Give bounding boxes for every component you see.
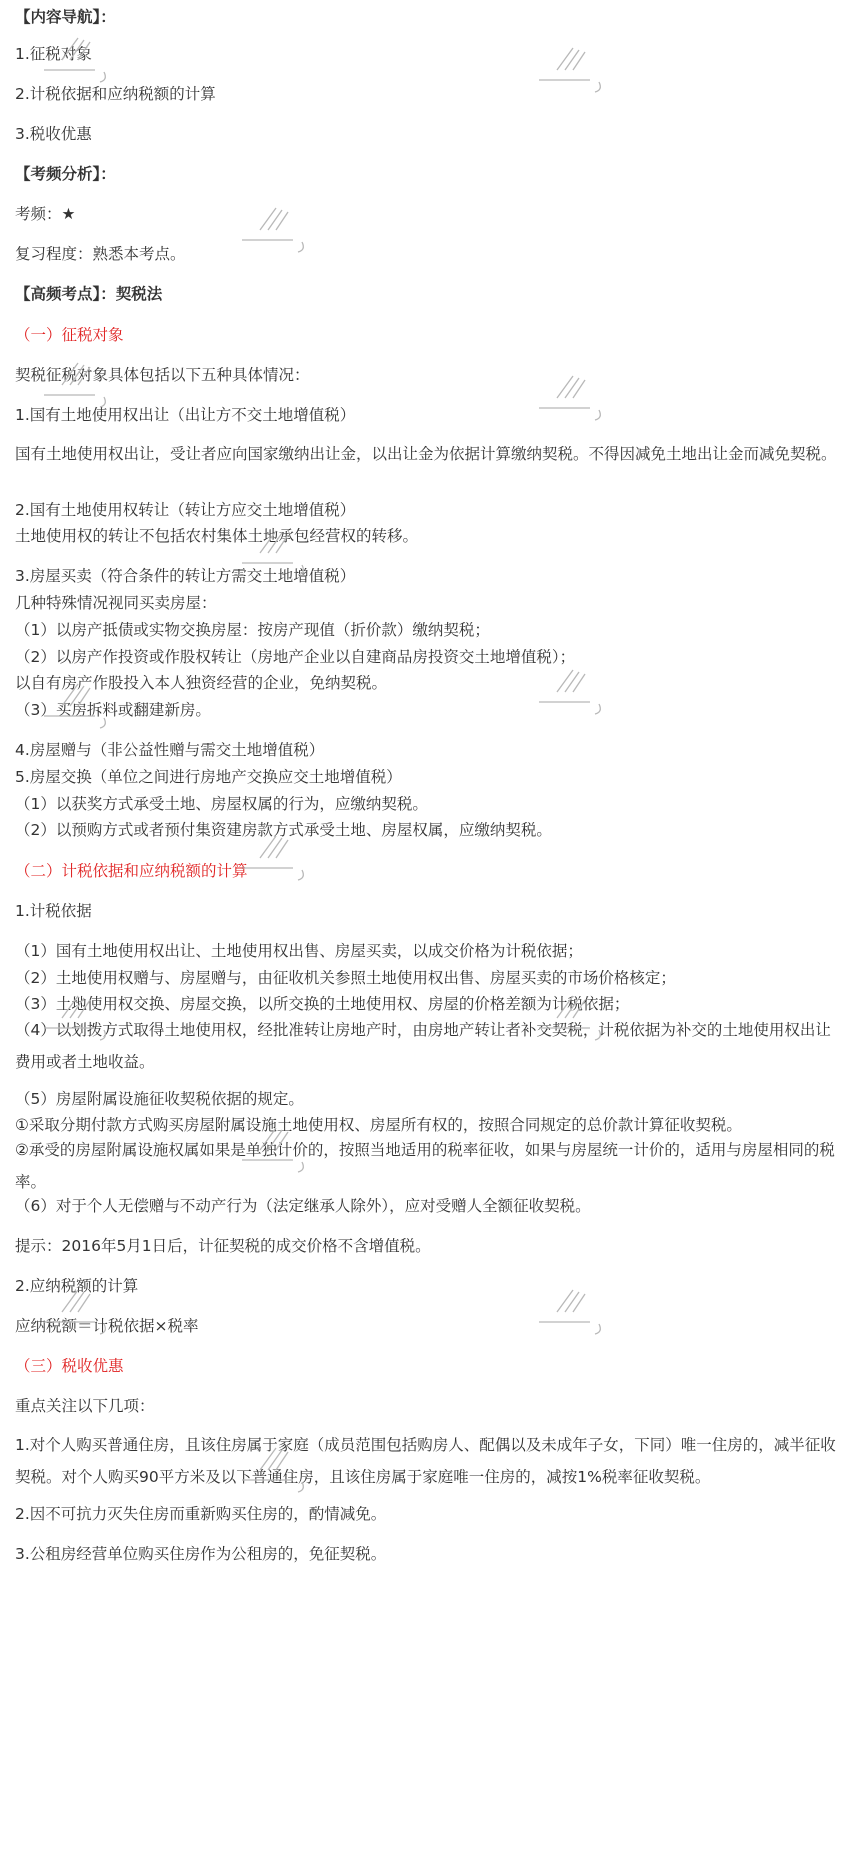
watermark-icon bbox=[40, 355, 135, 425]
nav-heading: 【内容导航】： bbox=[15, 8, 116, 26]
paragraph: 5.房屋交换（单位之间进行房地产交换应交土地增值税） bbox=[15, 768, 402, 786]
paragraph: 土地使用权的转让不包括农村集体土地承包经营权的转移。 bbox=[15, 527, 419, 545]
paragraph: 4.房屋赠与（非公益性赠与需交土地增值税） bbox=[15, 741, 325, 759]
paragraph: （5）房屋附属设施征收契税依据的规定。 bbox=[15, 1090, 304, 1108]
watermark-icon bbox=[535, 662, 630, 732]
section-heading: （二）计税依据和应纳税额的计算 bbox=[15, 862, 248, 880]
nav-item: 1.征税对象 bbox=[15, 45, 92, 63]
watermark-icon bbox=[535, 368, 630, 438]
paragraph: （4）以划拨方式取得土地使用权，经批准转让房地产时，由房地产转让者补交契税，计税依据为补交的土地使用权出让费用或者土地收益。 bbox=[15, 1021, 831, 1071]
paragraph: （3）买房拆料或翻建新房。 bbox=[15, 701, 211, 719]
watermark-icon bbox=[535, 988, 630, 1058]
paragraph: 契税征税对象具体包括以下五种具体情况： bbox=[15, 366, 310, 384]
frequency-text: 考频：★ bbox=[15, 205, 76, 223]
nav-item: 3.税收优惠 bbox=[15, 125, 92, 143]
paragraph: （2）土地使用权赠与、房屋赠与，由征收机关参照土地使用权出售、房屋买卖的市场价格核定； bbox=[15, 969, 676, 987]
paragraph: （1）以房产抵债或实物交换房屋：按房产现值（折价款）缴纳契税； bbox=[15, 621, 490, 639]
paragraph: 1.对个人购买普通住房，且该住房属于家庭（成员范围包括购房人、配偶以及未成年子女，下同）唯一住房的，减半征收契税。对个人购买90平方米及以下普通住房，且该住房属于家庭唯一住房的，减按1%税率征收契税。 bbox=[15, 1436, 836, 1486]
watermark-icon bbox=[40, 676, 135, 746]
nav-item: 2.计税依据和应纳税额的计算 bbox=[15, 85, 216, 103]
frequency-heading: 【考频分析】： bbox=[15, 165, 116, 183]
paragraph: 1.国有土地使用权出让（出让方不交土地增值税） bbox=[15, 406, 356, 424]
review-level-text: 复习程度：熟悉本考点。 bbox=[15, 245, 186, 263]
paragraph: （3）土地使用权交换、房屋交换，以所交换的土地使用权、房屋的价格差额为计税依据； bbox=[15, 995, 630, 1013]
watermark-icon bbox=[238, 200, 333, 270]
paragraph: （2）以房产作投资或作股权转让（房地产企业以自建商品房投资交土地增值税）； bbox=[15, 648, 576, 666]
topic-heading: 【高频考点】：契税法 bbox=[15, 285, 163, 303]
section-heading: （一）征税对象 bbox=[15, 326, 124, 344]
paragraph: 国有土地使用权出让，受让者应向国家缴纳出让金，以出让金为依据计算缴纳契税。不得因减免土地出让金而减免契税。 bbox=[15, 445, 837, 463]
watermark-icon bbox=[238, 828, 333, 898]
formula-text: 应纳税额＝计税依据×税率 bbox=[15, 1317, 199, 1335]
paragraph: 3.房屋买卖（符合条件的转让方需交土地增值税） bbox=[15, 567, 356, 585]
watermark-icon bbox=[238, 1120, 333, 1190]
paragraph: 1.计税依据 bbox=[15, 902, 92, 920]
paragraph: ②承受的房屋附属设施权属如果是单独计价的，按照当地适用的税率征收，如果与房屋统一计价的，适用与房屋相同的税率。 bbox=[15, 1141, 835, 1191]
watermark-icon bbox=[238, 523, 333, 593]
paragraph: ①采取分期付款方式购买房屋附属设施土地使用权、房屋所有权的，按照合同规定的总价款计算征收契税。 bbox=[15, 1116, 742, 1134]
paragraph: 2.应纳税额的计算 bbox=[15, 1277, 139, 1295]
paragraph: 2.因不可抗力灭失住房而重新购买住房的，酌情减免。 bbox=[15, 1505, 387, 1523]
paragraph: 以自有房产作股投入本人独资经营的企业，免纳契税。 bbox=[15, 674, 388, 692]
watermark-icon bbox=[40, 1282, 135, 1352]
watermark-icon bbox=[535, 1282, 630, 1352]
watermark-icon bbox=[40, 988, 135, 1058]
paragraph: 2.国有土地使用权转让（转让方应交土地增值税） bbox=[15, 501, 356, 519]
tip-text: 提示：2016年5月1日后，计征契税的成交价格不含增值税。 bbox=[15, 1237, 431, 1255]
paragraph: 几种特殊情况视同买卖房屋： bbox=[15, 594, 217, 612]
watermark-icon bbox=[535, 40, 630, 110]
paragraph: 3.公租房经营单位购买住房作为公租房的，免征契税。 bbox=[15, 1545, 387, 1563]
watermark-icon bbox=[238, 1440, 333, 1510]
paragraph: （6）对于个人无偿赠与不动产行为（法定继承人除外），应对受赠人全额征收契税。 bbox=[15, 1197, 591, 1215]
paragraph: （2）以预购方式或者预付集资建房款方式承受土地、房屋权属，应缴纳契税。 bbox=[15, 821, 552, 839]
watermark-icon bbox=[40, 30, 135, 100]
paragraph: 重点关注以下几项： bbox=[15, 1397, 155, 1415]
section-heading: （三）税收优惠 bbox=[15, 1357, 124, 1375]
paragraph: （1）以获奖方式承受土地、房屋权属的行为，应缴纳契税。 bbox=[15, 795, 428, 813]
paragraph: （1）国有土地使用权出让、土地使用权出售、房屋买卖，以成交价格为计税依据； bbox=[15, 942, 583, 960]
